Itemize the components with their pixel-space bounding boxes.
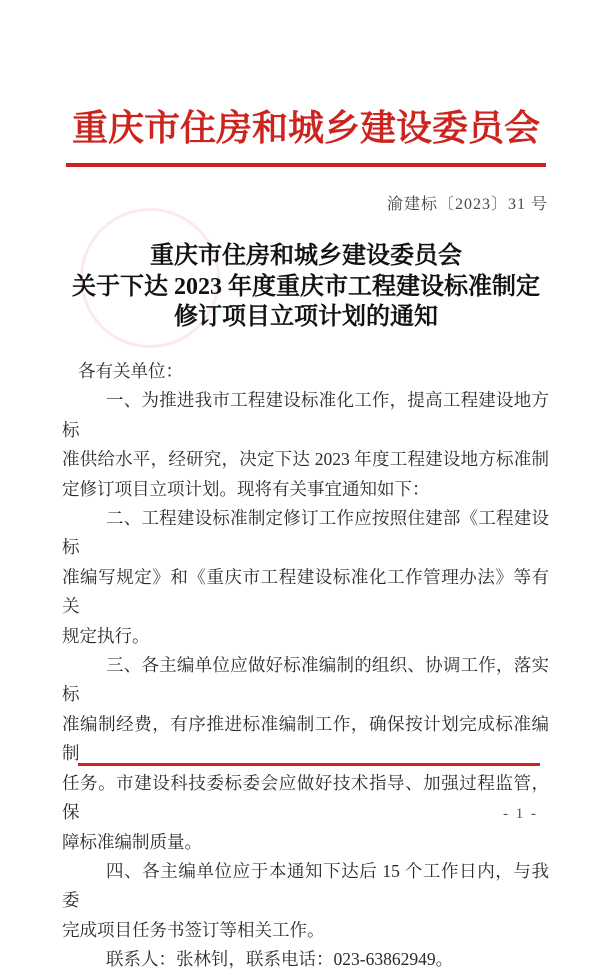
- notice-title: [0, 241, 612, 333]
- notice-title-line-1: 重庆市住房和城乡建设委员会: [150, 243, 462, 269]
- body-line: 准编写规定》和《重庆市工程建设标准化工作管理办法》等有关: [62, 566, 549, 617]
- document-reference-number: 渝建标〔2023〕31 号: [386, 196, 548, 213]
- contact-info-line: 联系人：张林钊，联系电话：023-63862949。: [106, 949, 454, 970]
- body-line: 障标准编制质量。: [62, 831, 202, 852]
- body-line: 完成项目任务书签订等相关工作。: [62, 919, 325, 940]
- body-line: 规定执行。: [62, 625, 150, 646]
- body-line: 四、各主编单位应于本通知下达后 15 个工作日内，与我委: [62, 860, 549, 911]
- salutation-line: 各有关单位：: [78, 361, 183, 381]
- body-line: 一、为推进我市工程建设标准化工作，提高工程建设地方标: [62, 390, 549, 440]
- body-line: 任务。市建设科技委标委会应做好技术指导、加强过程监管，保: [62, 772, 549, 823]
- notice-title-line-2: 关于下达 2023 年度重庆市工程建设标准制定: [72, 273, 540, 300]
- body-line: 三、各主编单位应做好标准编制的组织、协调工作，落实标: [62, 655, 549, 705]
- notice-title-line-3: 修订项目立项计划的通知: [174, 304, 438, 330]
- footer-divider-rule: [78, 763, 540, 766]
- body-line: 准编制经费，有序推进标准编制工作，确保按计划完成标准编制: [62, 713, 549, 764]
- body-line: 定修订项目立项计划。现将有关事宜通知如下：: [62, 478, 430, 499]
- page-number: - 1 -: [503, 806, 538, 822]
- notice-body: [62, 357, 549, 975]
- letterhead-divider-rule: [66, 163, 546, 167]
- body-line: 二、工程建设标准制定修订工作应按照住建部《工程建设标: [62, 508, 549, 558]
- agency-letterhead-title: 重庆市住房和城乡建设委员会: [71, 108, 540, 148]
- body-line: 准供给水平，经研究，决定下达 2023 年度工程建设地方标准制: [62, 449, 549, 470]
